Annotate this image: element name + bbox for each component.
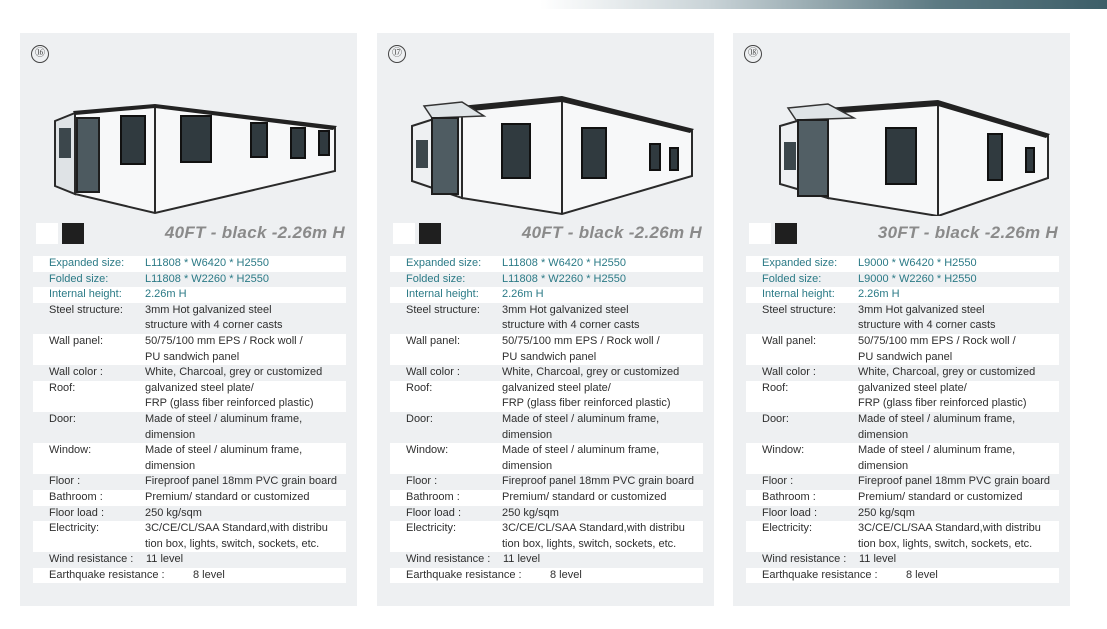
- container-house-photo: [45, 66, 345, 216]
- spec-row: [33, 256, 346, 272]
- spec-row: [746, 521, 1059, 552]
- spec-label: Wall color :: [406, 366, 460, 379]
- spec-value: 11 level: [859, 553, 897, 566]
- spec-label: Internal height:: [49, 288, 122, 301]
- color-swatch-white: [749, 223, 771, 244]
- spec-row: [390, 568, 703, 584]
- spec-value: Made of steel / aluminum frame, dimension: [145, 444, 303, 472]
- spec-row: [33, 287, 346, 303]
- spec-label: Electricity:: [49, 522, 100, 535]
- spec-row: [390, 272, 703, 288]
- spec-value: 250 kg/sqm: [145, 506, 202, 519]
- spec-row: [746, 334, 1059, 365]
- spec-value: L11808 * W2260 * H2550: [145, 272, 269, 285]
- spec-value: L9000 * W6420 * H2550: [858, 257, 977, 269]
- spec-value: Fireproof panel 18mm PVC grain board: [502, 475, 694, 488]
- spec-value: 8 level: [906, 568, 938, 581]
- spec-label: Earthquake resistance :: [762, 568, 878, 581]
- color-swatch-black: [419, 223, 441, 244]
- spec-label: Roof:: [762, 381, 789, 394]
- spec-row: [746, 256, 1059, 272]
- spec-label: Floor :: [49, 475, 81, 488]
- color-swatch-black: [775, 223, 797, 244]
- model-title: 40FT - black -2.26m H: [164, 223, 345, 242]
- spec-value: 250 kg/sqm: [858, 506, 915, 519]
- spec-row: [33, 474, 346, 490]
- spec-label: Wall panel:: [762, 334, 817, 347]
- spec-label: Expanded size:: [762, 257, 838, 269]
- spec-value: White, Charcoal, grey or customized: [502, 366, 680, 379]
- spec-row: [746, 490, 1059, 506]
- card-number: ⑯: [31, 45, 49, 63]
- spec-value: 3mm Hot galvanized steel structure with 4 corner casts: [145, 303, 283, 332]
- spec-row: [746, 552, 1059, 568]
- spec-row: [33, 334, 346, 365]
- spec-label: Floor load :: [762, 506, 818, 519]
- spec-label: Wall color :: [762, 366, 816, 379]
- spec-row: [390, 256, 703, 272]
- spec-value: 8 level: [193, 568, 225, 581]
- spec-row: [390, 287, 703, 303]
- spec-value: Made of steel / aluminum frame, dimension: [502, 444, 660, 472]
- spec-label: Earthquake resistance :: [406, 568, 522, 581]
- spec-label: Wall panel:: [406, 334, 461, 347]
- spec-value: Made of steel / aluminum frame, dimension: [145, 412, 303, 441]
- spec-value: galvanized steel plate/ FRP (glass fiber reinforced plastic): [502, 381, 671, 410]
- model-title: 40FT - black -2.26m H: [521, 223, 702, 242]
- spec-row: [33, 412, 346, 443]
- header-gradient-bar: [540, 0, 1107, 9]
- spec-row: [390, 334, 703, 365]
- spec-value: White, Charcoal, grey or customized: [858, 366, 1036, 379]
- spec-label: Bathroom :: [49, 490, 103, 503]
- spec-label: Wall panel:: [49, 334, 104, 347]
- spec-label: Door:: [762, 412, 789, 425]
- spec-value: 3C/CE/CL/SAA Standard,with distribu tion box, lights, switch, sockets, etc.: [145, 522, 328, 550]
- spec-label: Floor :: [762, 475, 794, 488]
- spec-label: Bathroom :: [762, 490, 816, 503]
- spec-row: [390, 365, 703, 381]
- spec-row: [390, 474, 703, 490]
- spec-row: [33, 272, 346, 288]
- card-number: ⑰: [388, 45, 406, 63]
- spec-label: Window:: [49, 444, 92, 457]
- spec-value: L9000 * W2260 * H2550: [858, 272, 977, 285]
- spec-row: [33, 568, 346, 584]
- spec-value: Made of steel / aluminum frame, dimension: [502, 412, 660, 441]
- spec-label: Steel structure:: [762, 303, 836, 316]
- spec-value: 2.26m H: [145, 288, 187, 301]
- spec-value: L11808 * W6420 * H2550: [502, 257, 626, 269]
- spec-value: Premium/ standard or customized: [145, 490, 310, 503]
- spec-row: [33, 506, 346, 522]
- spec-row: [746, 272, 1059, 288]
- color-swatch-white: [36, 223, 58, 244]
- spec-label: Electricity:: [762, 522, 813, 535]
- card-number: ⑱: [744, 45, 762, 63]
- spec-row: [390, 381, 703, 412]
- spec-value: Made of steel / aluminum frame, dimension: [858, 444, 1016, 472]
- spec-value: 11 level: [146, 553, 184, 566]
- spec-value: 3C/CE/CL/SAA Standard,with distribu tion box, lights, switch, sockets, etc.: [858, 522, 1041, 550]
- spec-value: 3mm Hot galvanized steel structure with 4 corner casts: [502, 303, 640, 332]
- spec-row: [746, 381, 1059, 412]
- spec-label: Door:: [49, 412, 76, 425]
- spec-label: Folded size:: [49, 272, 109, 285]
- spec-value: 250 kg/sqm: [502, 506, 559, 519]
- spec-value: White, Charcoal, grey or customized: [145, 366, 323, 379]
- spec-row: [33, 365, 346, 381]
- spec-row: [390, 412, 703, 443]
- spec-label: Folded size:: [406, 272, 466, 285]
- spec-value: Fireproof panel 18mm PVC grain board: [145, 475, 337, 488]
- spec-label: Folded size:: [762, 272, 822, 285]
- spec-row: [33, 552, 346, 568]
- spec-label: Internal height:: [406, 288, 479, 301]
- spec-label: Wall color :: [49, 366, 103, 379]
- spec-value: 50/75/100 mm EPS / Rock woll / PU sandwich panel: [502, 334, 660, 363]
- container-house-photo: [402, 66, 702, 216]
- product-card-18: [733, 33, 1070, 606]
- spec-row: [33, 490, 346, 506]
- spec-row: [390, 303, 703, 334]
- spec-row: [746, 443, 1059, 474]
- spec-row: [746, 506, 1059, 522]
- spec-row: [746, 474, 1059, 490]
- spec-row: [390, 490, 703, 506]
- spec-label: Window:: [762, 444, 805, 457]
- spec-label: Internal height:: [762, 288, 835, 301]
- spec-label: Wind resistance :: [406, 553, 491, 566]
- spec-row: [390, 552, 703, 568]
- spec-row: [33, 521, 346, 552]
- spec-row: [33, 303, 346, 334]
- spec-label: Wind resistance :: [49, 553, 134, 566]
- spec-label: Expanded size:: [406, 257, 482, 269]
- spec-value: L11808 * W2260 * H2550: [502, 272, 626, 285]
- spec-value: Fireproof panel 18mm PVC grain board: [858, 475, 1050, 488]
- model-title: 30FT - black -2.26m H: [877, 223, 1058, 242]
- spec-row: [746, 412, 1059, 443]
- spec-row: [746, 568, 1059, 584]
- spec-label: Door:: [406, 412, 433, 425]
- spec-label: Window:: [406, 444, 449, 457]
- color-swatch-white: [393, 223, 415, 244]
- spec-label: Floor :: [406, 475, 438, 488]
- product-card-17: [377, 33, 714, 606]
- spec-value: Premium/ standard or customized: [502, 490, 667, 503]
- spec-row: [746, 365, 1059, 381]
- spec-table: [33, 256, 346, 583]
- product-card-16: [20, 33, 357, 606]
- spec-value: 8 level: [550, 568, 582, 581]
- spec-row: [746, 287, 1059, 303]
- spec-label: Roof:: [406, 381, 433, 394]
- spec-value: 2.26m H: [858, 288, 900, 301]
- spec-label: Floor load :: [49, 506, 105, 519]
- spec-label: Wind resistance :: [762, 553, 847, 566]
- spec-value: 50/75/100 mm EPS / Rock woll / PU sandwich panel: [858, 334, 1016, 363]
- spec-value: 3C/CE/CL/SAA Standard,with distribu tion box, lights, switch, sockets, etc.: [502, 522, 685, 550]
- spec-value: galvanized steel plate/ FRP (glass fiber reinforced plastic): [858, 381, 1027, 410]
- spec-value: Made of steel / aluminum frame, dimension: [858, 412, 1016, 441]
- spec-value: 11 level: [503, 553, 541, 566]
- spec-table: [746, 256, 1059, 583]
- spec-row: [390, 506, 703, 522]
- spec-table: [390, 256, 703, 583]
- spec-row: [390, 443, 703, 474]
- spec-label: Electricity:: [406, 522, 457, 535]
- spec-label: Steel structure:: [406, 303, 480, 316]
- spec-value: L11808 * W6420 * H2550: [145, 257, 269, 269]
- spec-label: Roof:: [49, 381, 76, 394]
- spec-row: [33, 443, 346, 474]
- spec-label: Bathroom :: [406, 490, 460, 503]
- spec-value: 2.26m H: [502, 288, 544, 301]
- spec-row: [746, 303, 1059, 334]
- spec-row: [33, 381, 346, 412]
- spec-row: [390, 521, 703, 552]
- spec-value: 50/75/100 mm EPS / Rock woll / PU sandwich panel: [145, 334, 303, 363]
- spec-label: Steel structure:: [49, 303, 123, 316]
- color-swatch-black: [62, 223, 84, 244]
- spec-label: Expanded size:: [49, 257, 125, 269]
- spec-label: Earthquake resistance :: [49, 568, 165, 581]
- spec-value: 3mm Hot galvanized steel structure with 4 corner casts: [858, 303, 996, 332]
- spec-value: Premium/ standard or customized: [858, 490, 1023, 503]
- spec-value: galvanized steel plate/ FRP (glass fiber reinforced plastic): [145, 381, 314, 410]
- container-house-photo: [758, 66, 1058, 216]
- spec-label: Floor load :: [406, 506, 462, 519]
